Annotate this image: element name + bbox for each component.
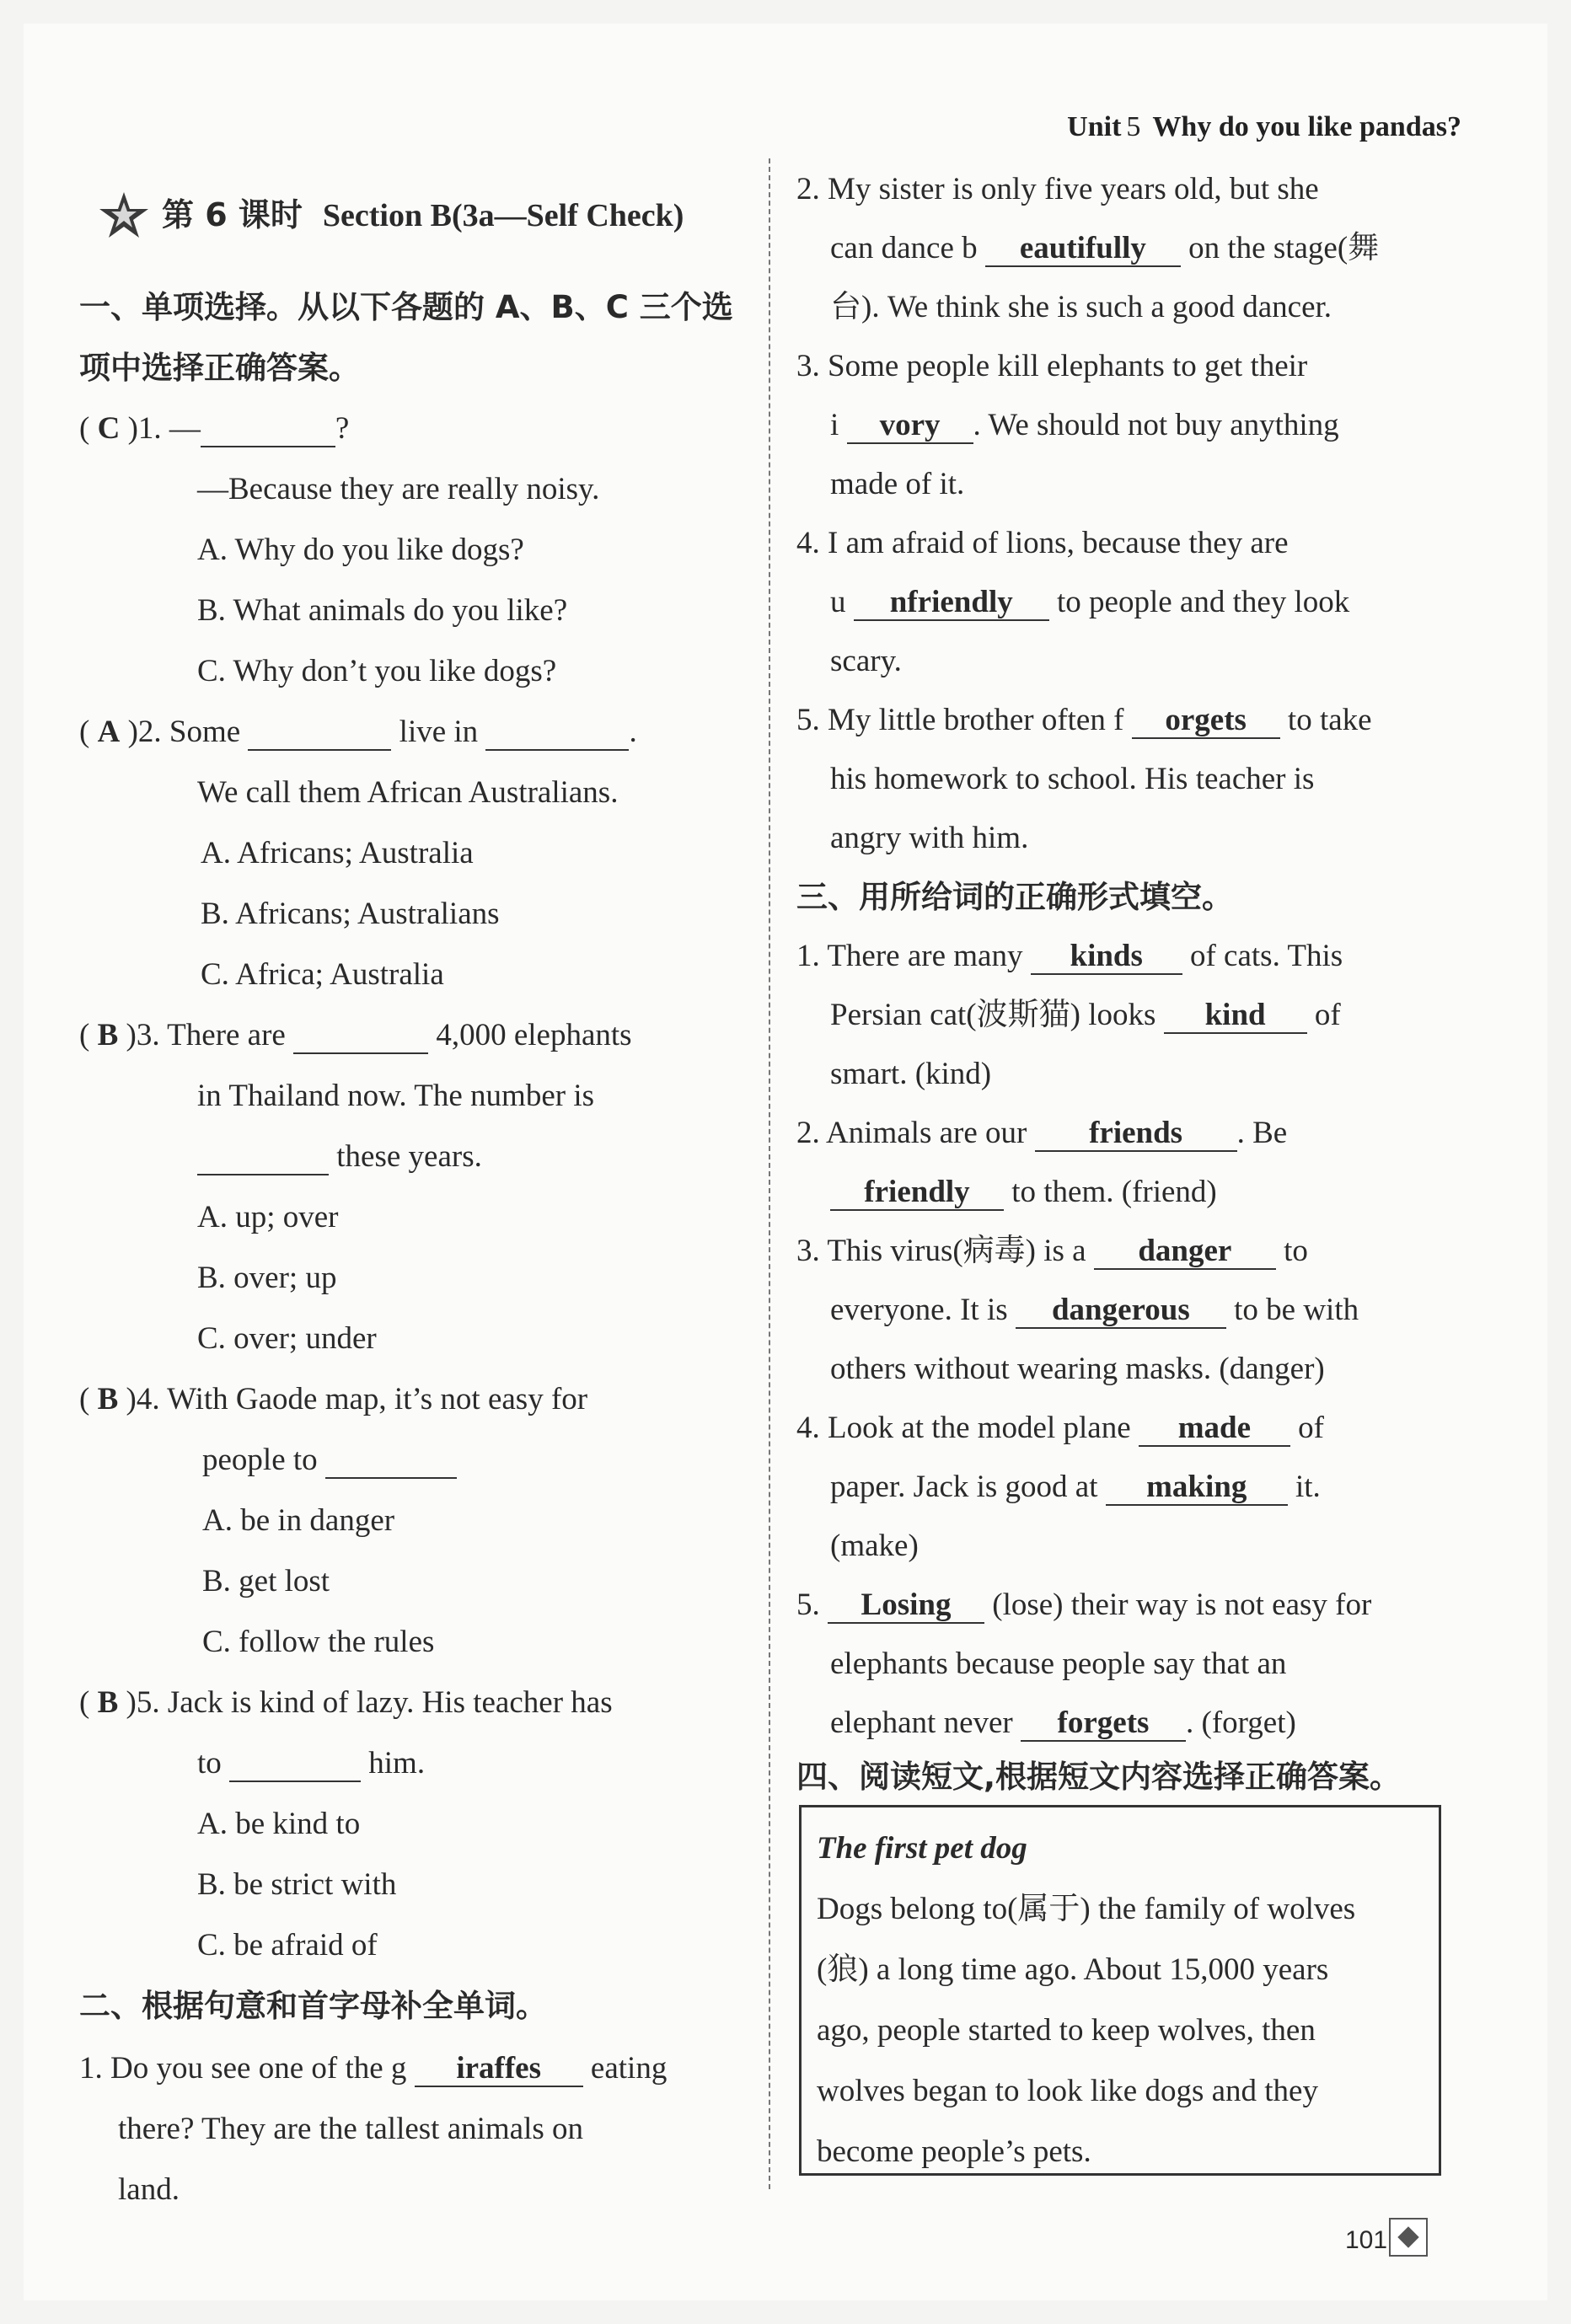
p3-q3-line3: others without wearing masks. (danger) <box>830 1352 1325 1386</box>
q4-option-c: C. follow the rules <box>202 1625 435 1659</box>
q5-stem: ( B )5. Jack is kind of lazy. His teacher has <box>79 1685 613 1720</box>
lesson-title <box>162 196 684 233</box>
q1-option-b: B. What animals do you like? <box>197 593 568 628</box>
column-divider <box>769 158 770 2189</box>
p3-q4-line3: (make) <box>830 1529 919 1563</box>
p3-q5-line3: elephant never forgets . (forget) <box>830 1706 1296 1740</box>
p3-q2-line1: 2. Animals are our friends . Be <box>796 1116 1288 1150</box>
p3-q4-line1: 4. Look at the model plane made of <box>796 1411 1324 1445</box>
q1-option-c: C. Why don’t you like dogs? <box>197 654 557 688</box>
q1-answer: C <box>97 411 121 446</box>
q3-option-b: B. over; up <box>197 1261 337 1295</box>
p2-q5-fill: orgets <box>1132 704 1280 739</box>
p2-q4-line1: 4. I am afraid of lions, because they are <box>796 526 1289 560</box>
p2-q5-line1: 5. My little brother often f orgets to take <box>796 703 1372 737</box>
p2-q3-line3: made of it. <box>830 467 965 501</box>
q4-option-a: A. be in danger <box>202 1503 395 1538</box>
page-number: 101 <box>1345 2226 1388 2254</box>
p2-q2-line3: 台). We think she is such a good dancer. <box>830 290 1332 324</box>
q3-line2: in Thailand now. The number is <box>197 1079 594 1113</box>
p3-q4-fill1: made <box>1139 1412 1290 1447</box>
q2-option-b: B. Africans; Australians <box>201 897 500 931</box>
p2-q4-fill: nfriendly <box>854 586 1049 621</box>
q1-stem: ( C )1. — ? <box>79 411 350 446</box>
star-logo-icon <box>94 190 153 241</box>
lesson-label: 第 6 课时 <box>162 196 303 233</box>
p3-q1-fill1: kinds <box>1031 940 1182 975</box>
q3-stem: ( B )3. There are 4,000 elephants <box>79 1018 632 1052</box>
q5-option-a: A. be kind to <box>197 1807 361 1841</box>
p2-q5-line2: his homework to school. His teacher is <box>830 762 1315 796</box>
q4-stem: ( B )4. With Gaode map, it’s not easy for <box>79 1382 588 1416</box>
p3-q1-line1: 1. There are many kinds of cats. This <box>796 939 1343 973</box>
reading-passage-box <box>799 1805 1441 2176</box>
q3-option-a: A. up; over <box>197 1200 339 1234</box>
p3-q2-fill1: friends <box>1035 1117 1237 1152</box>
p3-q3-line1: 3. This virus(病毒) is a danger to <box>796 1234 1308 1268</box>
p3-q3-line2: everyone. It is dangerous to be with <box>830 1293 1359 1327</box>
p3-q5-fill2: forgets <box>1021 1707 1186 1742</box>
p2-q3-line2: i vory . We should not buy anything <box>830 408 1339 442</box>
q2-option-c: C. Africa; Australia <box>201 957 444 992</box>
part1-heading-line2: 项中选择正确答案。 <box>79 350 360 386</box>
passage-line-1: Dogs belong to(属于) the family of wolves <box>817 1892 1356 1926</box>
p2-q2-line2: can dance b eautifully on the stage(舞 <box>830 231 1380 265</box>
q5-answer: B <box>97 1685 119 1720</box>
p2-q2-fill: eautifully <box>985 233 1181 267</box>
q5-option-b: B. be strict with <box>197 1867 397 1902</box>
p3-q2-fill2: friendly <box>830 1176 1004 1211</box>
running-header <box>1067 111 1461 143</box>
q1-option-a: A. Why do you like dogs? <box>197 533 524 567</box>
p3-q1-line3: smart. (kind) <box>830 1057 992 1091</box>
part4-heading: 四、阅读短文,根据短文内容选择正确答案。 <box>796 1759 1402 1795</box>
q2-option-a: A. Africans; Australia <box>201 836 474 870</box>
header-unit-number: 5 <box>1126 111 1141 142</box>
q3-answer: B <box>97 1018 119 1052</box>
diamond-page-icon <box>1389 2218 1428 2257</box>
q1-blank <box>201 413 335 447</box>
q3-option-c: C. over; under <box>197 1321 377 1356</box>
q2-line2: We call them African Australians. <box>197 775 619 810</box>
passage-line-3: ago, people started to keep wolves, then <box>817 2013 1316 2048</box>
q2-answer: A <box>97 715 121 749</box>
p3-q5-fill1: Losing <box>828 1589 984 1624</box>
header-unit: Unit <box>1067 111 1122 142</box>
p2-q3-fill: vory <box>847 410 973 444</box>
q5-option-c: C. be afraid of <box>197 1928 378 1963</box>
p2-q1-fill: iraffes <box>415 2053 583 2087</box>
q3-line3: these years. <box>197 1141 482 1175</box>
part1-heading-line1: 一、单项选择。从以下各题的 A、B、C 三个选 <box>79 289 733 325</box>
p2-q1-line3: land. <box>118 2172 180 2207</box>
p3-q2-line2: friendly to them. (friend) <box>830 1176 1217 1211</box>
q5-line2: to him. <box>197 1746 426 1780</box>
part2-heading: 二、根据句意和首字母补全单词。 <box>79 1988 547 2024</box>
passage-line-5: become people’s pets. <box>817 2134 1091 2169</box>
header-title: Why do you like pandas? <box>1152 111 1461 142</box>
p3-q5-line2: elephants because people say that an <box>830 1647 1287 1681</box>
p2-q3-line1: 3. Some people kill elephants to get their <box>796 349 1308 383</box>
p3-q4-fill2: making <box>1106 1471 1288 1506</box>
lesson-section: Section B(3a—Self Check) <box>322 198 684 233</box>
q4-answer: B <box>97 1382 119 1416</box>
p2-q1-line1: 1. Do you see one of the g iraffes eating <box>79 2051 668 2086</box>
p3-q3-fill1: danger <box>1094 1235 1276 1270</box>
q4-line2: people to <box>202 1444 457 1479</box>
p2-q4-line3: scary. <box>830 644 902 678</box>
p2-q1-line2: there? They are the tallest animals on <box>118 2112 584 2146</box>
part3-heading: 三、用所给词的正确形式填空。 <box>796 879 1233 915</box>
p3-q5-line1: 5. Losing (lose) their way is not easy for <box>796 1588 1372 1622</box>
passage-line-2: (狼) a long time ago. About 15,000 years <box>817 1952 1329 1987</box>
p2-q5-line3: angry with him. <box>830 821 1029 855</box>
q4-option-b: B. get lost <box>202 1564 330 1598</box>
q1-line2: —Because they are really noisy. <box>197 472 600 506</box>
p2-q4-line2: u nfriendly to people and they look <box>830 585 1350 619</box>
q2-stem: ( A )2. Some live in . <box>79 715 637 749</box>
p3-q1-line2: Persian cat(波斯猫) looks kind of <box>830 998 1341 1032</box>
p3-q1-fill2: kind <box>1164 999 1307 1034</box>
passage-line-4: wolves began to look like dogs and they <box>817 2074 1318 2108</box>
passage-title: The first pet dog <box>817 1831 1027 1866</box>
p3-q4-line2: paper. Jack is good at making it. <box>830 1470 1321 1504</box>
p3-q3-fill2: dangerous <box>1016 1294 1226 1329</box>
p2-q2-line1: 2. My sister is only five years old, but she <box>796 172 1319 206</box>
